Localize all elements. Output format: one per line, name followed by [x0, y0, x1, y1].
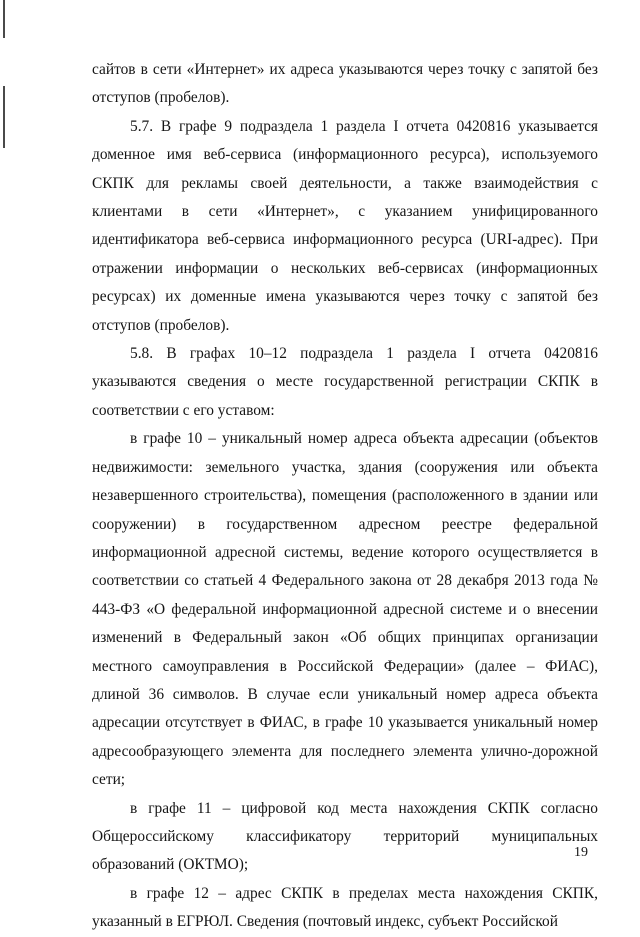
- scan-margin-line: [3, 0, 5, 38]
- paragraph-column-12: в графе 12 – адрес СКПК в пределах места нахождения СКПК, указанный в ЕГРЮЛ. Сведения (почтовый индекс, субъект Российской: [92, 884, 598, 931]
- scan-margin-line: [3, 86, 5, 148]
- paragraph-continuation: сайтов в сети «Интернет» их адреса указываются через точку с запятой без отступов (пробелов).: [92, 61, 598, 107]
- page-number: 19: [574, 845, 588, 860]
- paragraph-5-7: 5.7. В графе 9 подраздела 1 раздела I отчета 0420816 указывается доменное имя веб-сервиса (информационного ресурса), используемого СКПК для рекламы своей деятельности, а также взаимодействия с клиентами в сети «Интернет», с указанием унифицированного идентификатора веб-сервиса информационного ресурса (URI-адрес). При отражении информации о нескольких веб-сервисах (информационных ресурсах) их доменные имена указываются через точку с запятой без отступов (пробелов).: [92, 117, 598, 334]
- paragraph-column-11: в графе 11 – цифровой код места нахождения СКПК согласно Общероссийскому классификатору территорий муниципальных образований (ОКТМО);: [92, 799, 598, 874]
- document-body: [92, 56, 598, 937]
- paragraph-column-10: в графе 10 – уникальный номер адреса объекта адресации (объектов недвижимости: земельного участка, здания (сооружения или объекта незавершенного строительства), помещения (расположенного в здании или сооружении) в государственном адресном реестре федеральной информационной адресной системы, ведение которого осуществляется в соответствии со статьей 4 Федерального закона от 28 декабря 2013 года № 443-ФЗ «О федеральной информационной адресной системе и о внесении изменений в Федеральный закон «Об общих принципах организации местного самоуправления в Российской Федерации» (далее – ФИАС), длиной 36 символов. В случае если уникальный номер адреса объекта адресации отсутствует в ФИАС, в графе 10 указывается уникальный номер адресообразующего элемента для последнего элемента улично-дорожной сети;: [92, 430, 598, 789]
- paragraph-5-8: 5.8. В графах 10–12 подраздела 1 раздела I отчета 0420816 указываются сведения о месте государственной регистрации СКПК в соответствии с его уставом:: [92, 345, 598, 419]
